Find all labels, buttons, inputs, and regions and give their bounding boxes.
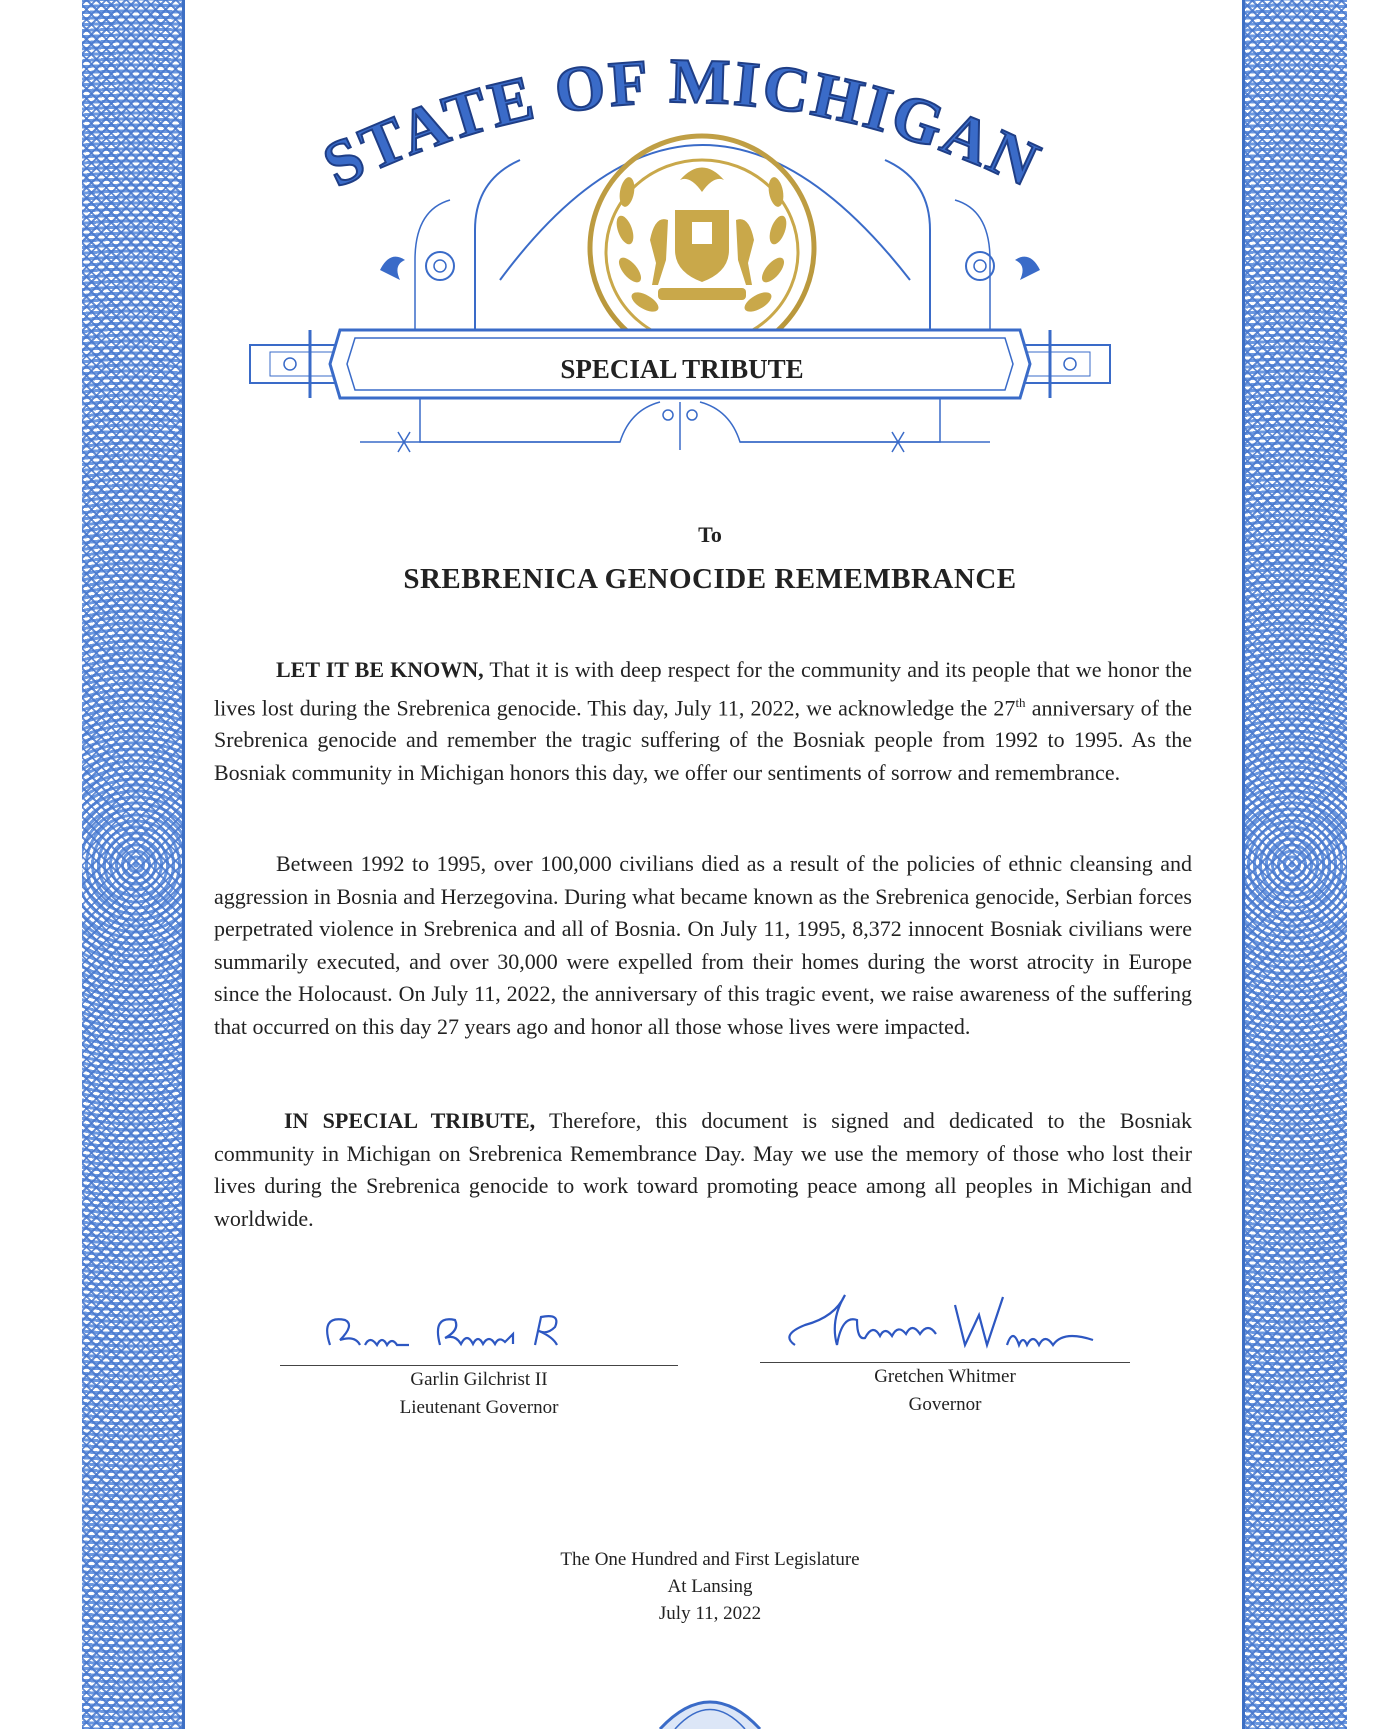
scan-margin-left	[0, 0, 82, 1729]
paragraph-text: Therefore, this document is signed and dedicated to the Bosniak community in Michigan on Srebrenica Remembrance Day. May we use the memory of those who lost their lives during the Srebrenica genocide to work toward promoting peace among all peoples in Michigan and worldwide.	[214, 1108, 1192, 1231]
addressee-to-label: To	[698, 522, 722, 547]
great-seal-of-michigan	[590, 136, 814, 360]
scan-margin-right	[1347, 0, 1383, 1729]
paragraph-in-special-tribute	[214, 1105, 1192, 1235]
signature-block-lieutenant-governor	[280, 1365, 678, 1422]
guilloche-border-right	[1237, 0, 1347, 1729]
header-emblem	[230, 30, 1190, 510]
signature-block-governor	[760, 1362, 1130, 1419]
paragraph-text: That it is with deep respect for the community and its people that we honor the lives lost during the Srebrenica genocide. This day, July 11, 2022, we acknowledge the 27	[214, 657, 1192, 720]
ordinal-suffix: th	[1015, 694, 1026, 710]
paragraph-text: anniversary of the Srebrenica genocide and remember the tragic suffering of the Bosniak people from 1992 to 1995. As the Bosniak community in Michigan honors this day, we offer our sentiments of sorrow and remembrance.	[214, 694, 1192, 785]
document-type: SPECIAL TRIBUTE	[560, 354, 804, 384]
signature-governor	[775, 1285, 1120, 1365]
state-title: STATE OF MICHIGAN	[312, 44, 1052, 201]
footer-legislature: The One Hundred and First Legislature	[560, 1549, 860, 1570]
banner-ornament	[360, 398, 990, 452]
paragraph-lead: LET IT BE KNOWN,	[276, 657, 484, 682]
footer-location: At Lansing	[667, 1576, 753, 1597]
honoree-title: SREBRENICA GENOCIDE REMEMBRANCE	[403, 563, 1017, 595]
signer-title: Lieutenant Governor	[399, 1397, 559, 1418]
paragraph-lead: IN SPECIAL TRIBUTE,	[284, 1108, 536, 1133]
legislature-footer	[450, 1546, 970, 1627]
signature-lieutenant-governor	[310, 1305, 610, 1365]
paragraph-let-it-be-known	[214, 654, 1192, 789]
signer-name: Garlin Gilchrist II	[410, 1369, 548, 1390]
guilloche-border-left	[82, 0, 190, 1729]
footer-seal-icon	[650, 1695, 770, 1729]
footer-date: July 11, 2022	[658, 1603, 762, 1624]
signer-title: Governor	[908, 1394, 982, 1415]
paragraph-history: Between 1992 to 1995, over 100,000 civilians died as a result of the policies of ethnic cleansing and aggression in Bosnia and Herzegovina. During what became known as the Srebrenica genocide, Serbian forces perpetrated violence in Srebrenica and all of Bosnia. On July 11, 1995, 8,372 innocent Bosniak civilians were summarily executed, and over 30,000 were expelled from their homes during the worst atrocity in Europe since the Holocaust. On July 11, 2022, the anniversary of this tragic event, we raise awareness of the suffering that occurred on this day 27 years ago and honor all those whose lives were impacted.	[214, 851, 1192, 1039]
signer-name: Gretchen Whitmer	[874, 1366, 1016, 1387]
